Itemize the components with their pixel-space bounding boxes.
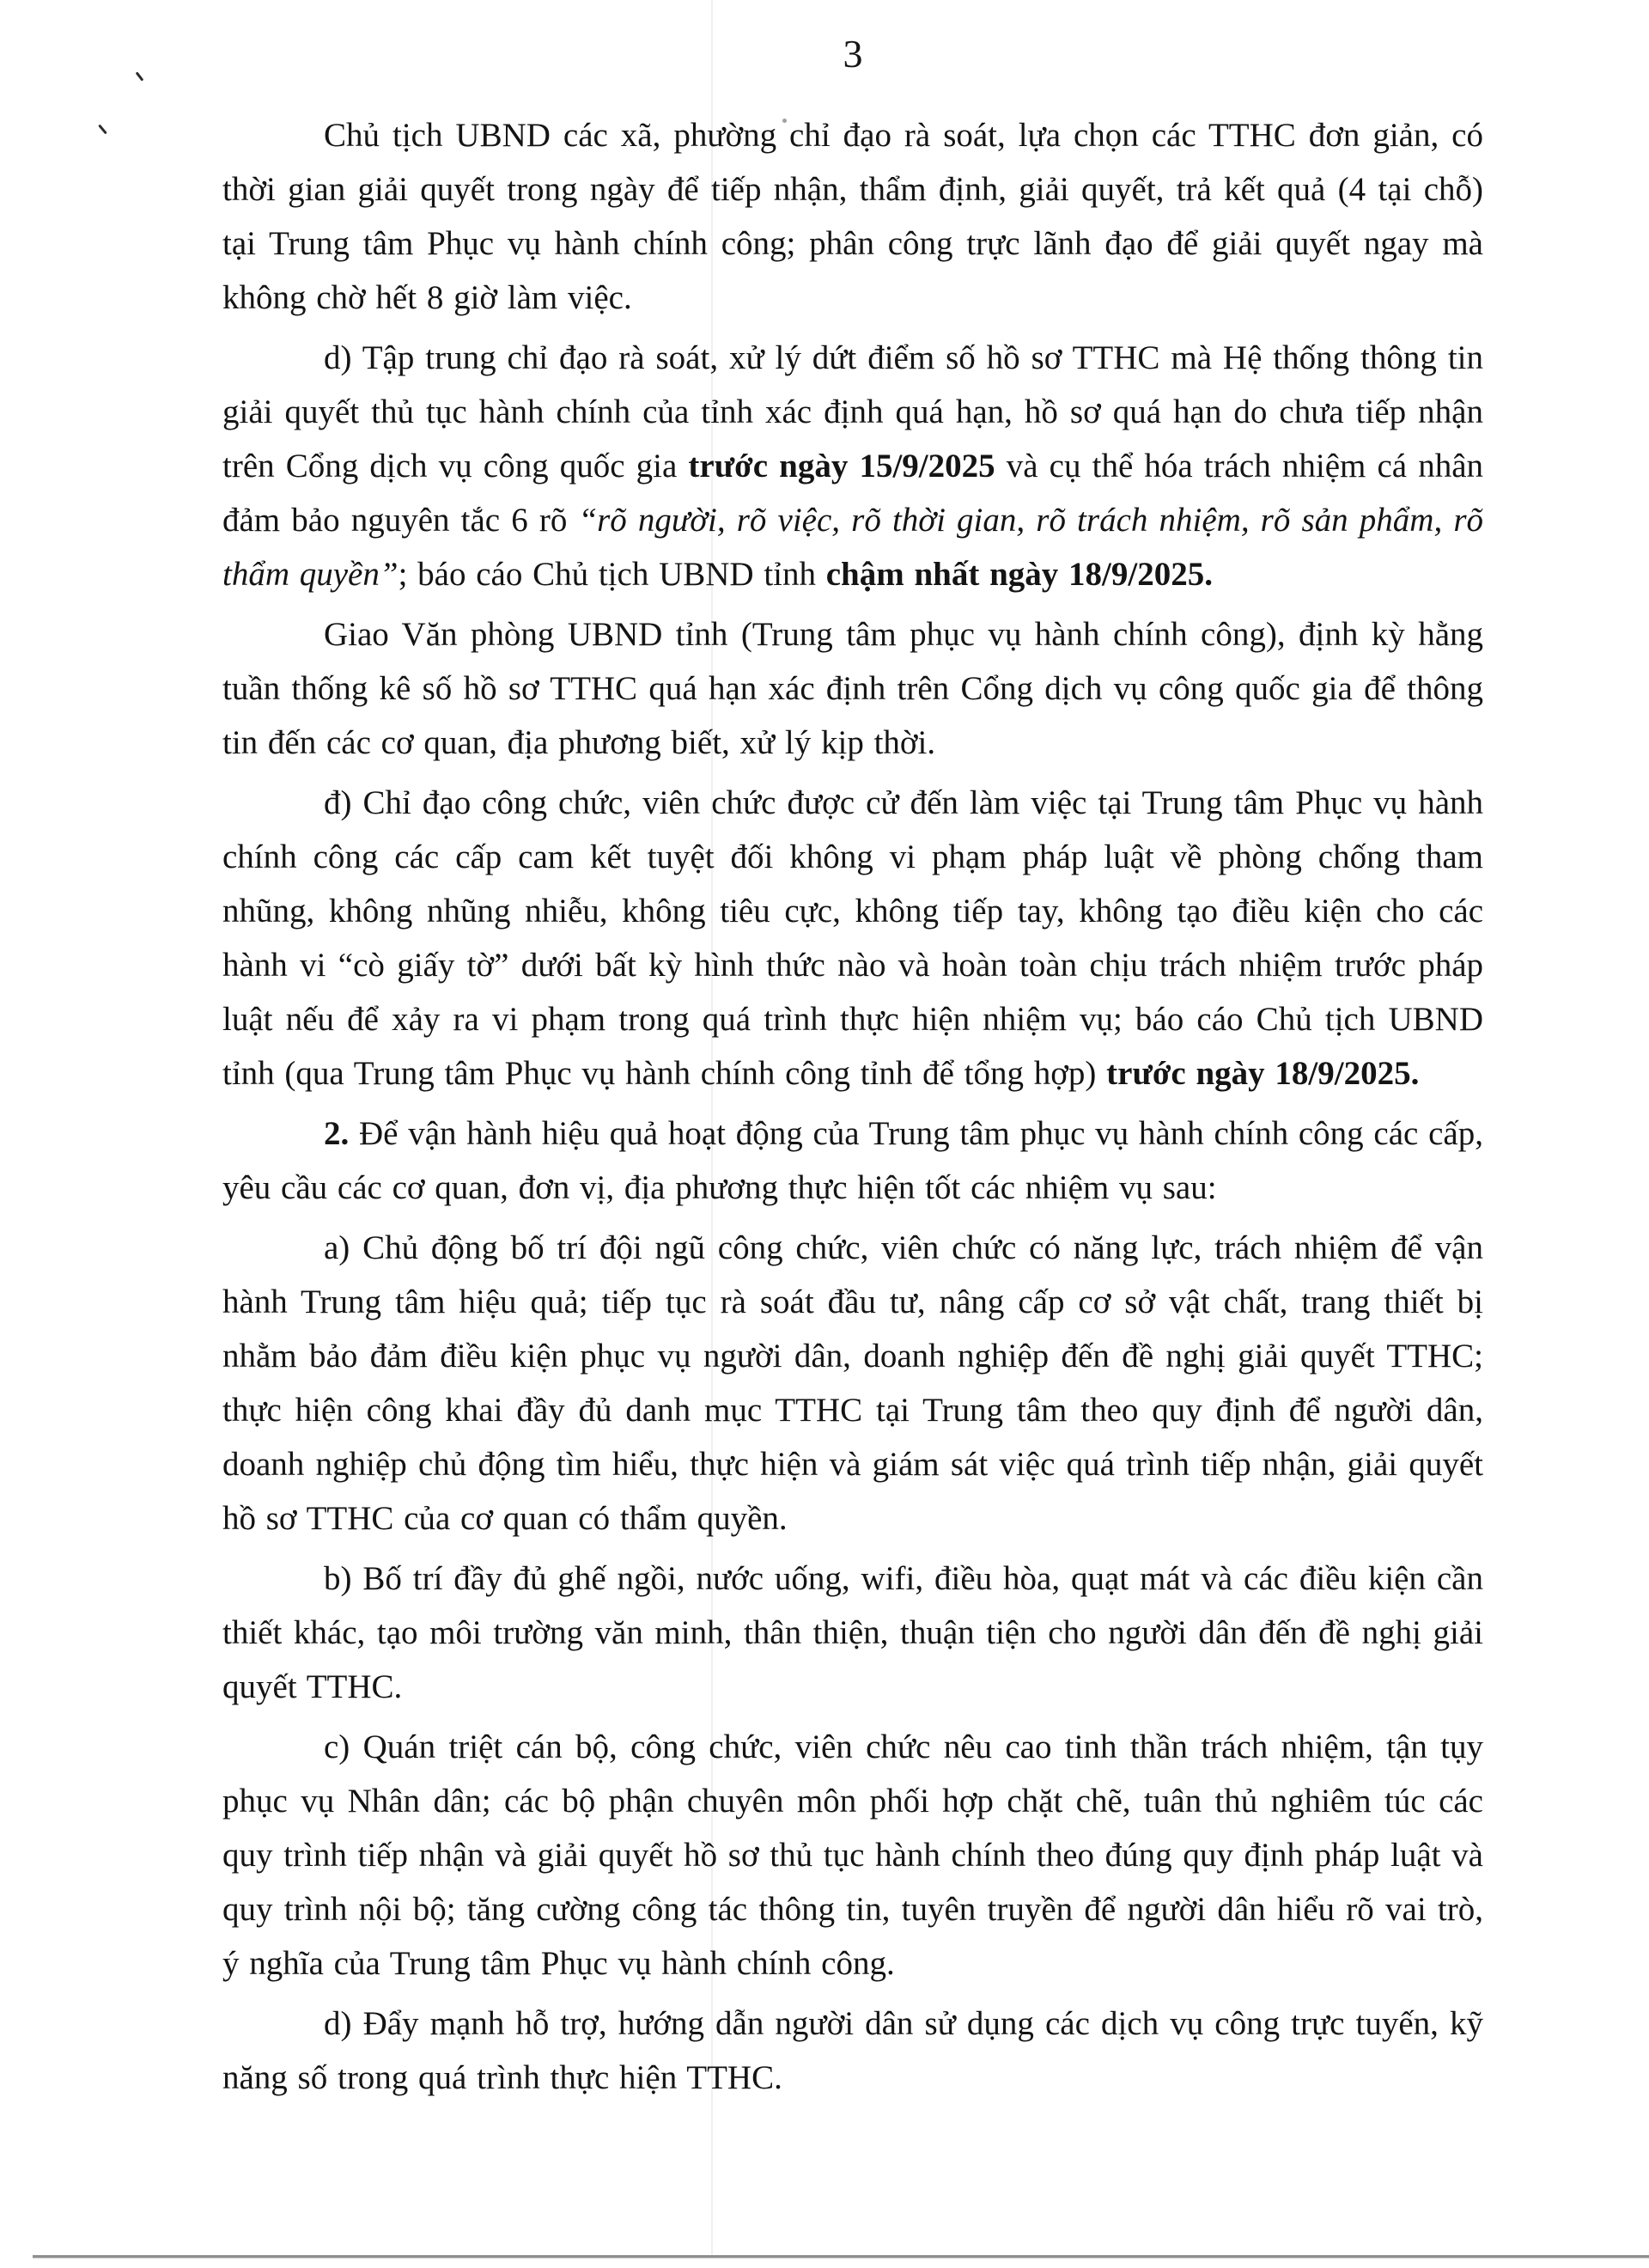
paragraph xyxy=(222,331,1483,601)
text-run: trước ngày 15/9/2025 xyxy=(688,448,995,485)
text-run: và cụ thể hóa trách nhiệm cá nhân đảm bảo nguyên tắc 6 rõ xyxy=(222,448,1484,539)
paragraph xyxy=(222,607,1483,770)
text-run: a) Chủ động bố trí đội ngũ công chức, viên chức có năng lực, trách nhiệm để vận hành Trung tâm hiệu quả; tiếp tục rà soát đầu tư, nâng cấp cơ sở vật chất, trang thiết bị nhằm bảo đảm điều kiện phục vụ người dân, doanh nghiệp đến đề nghị giải quyết TTHC; thực hiện công khai đầy đủ danh mục TTHC tại Trung tâm theo quy định để người dân, doanh nghiệp chủ động tìm hiểu, thực hiện và giám sát việc quá trình tiếp nhận, giải quyết hồ sơ TTHC của cơ quan có thẩm quyền. xyxy=(222,1229,1483,1537)
paragraph xyxy=(222,776,1483,1100)
text-run: đ) Chỉ đạo công chức, viên chức được cử đến làm việc tại Trung tâm Phục vụ hành chính công các cấp cam kết tuyệt đối không vi phạm pháp luật về phòng chống tham nhũng, không nhũng nhiễu, không tiêu cực, không tiếp tay, không tạo điều kiện cho các hành vi “cò giấy tờ” dưới bất kỳ hình thức nào và hoàn toàn chịu trách nhiệm trước pháp luật nếu để xảy ra vi phạm trong quá trình thực hiện nhiệm vụ; báo cáo Chủ tịch UBND tỉnh (qua Trung tâm Phục vụ hành chính công tỉnh để tổng hợp) xyxy=(222,784,1483,1092)
page-number: 3 xyxy=(843,32,863,76)
scan-bottom-edge-line xyxy=(33,2255,1649,2258)
text-run: 2. xyxy=(324,1115,350,1152)
text-run: d) Đẩy mạnh hỗ trợ, hướng dẫn người dân sử dụng các dịch vụ công trực tuyến, kỹ năng số trong quá trình thực hiện TTHC. xyxy=(222,2005,1483,2096)
text-run: “rõ người, rõ việc, rõ thời gian, rõ trách nhiệm, rõ sản phẩm, rõ thẩm quyền” xyxy=(222,502,1483,593)
scan-speck xyxy=(136,71,144,81)
text-run: ; báo cáo Chủ tịch UBND tỉnh xyxy=(398,556,826,593)
paragraph xyxy=(222,1720,1483,1991)
text-run: b) Bố trí đầy đủ ghế ngồi, nước uống, wifi, điều hòa, quạt mát và các điều kiện cần thiết khác, tạo môi trường văn minh, thân thiện, thuận tiện cho người dân đến đề nghị giải quyết TTHC. xyxy=(222,1560,1483,1705)
text-run: d) Tập trung chỉ đạo rà soát, xử lý dứt điểm số hồ sơ TTHC mà Hệ thống thông tin giải quyết thủ tục hành chính của tỉnh xác định quá hạn, hồ sơ quá hạn do chưa tiếp nhận trên Cổng dịch vụ công quốc gia xyxy=(222,339,1483,485)
text-run: Giao Văn phòng UBND tỉnh (Trung tâm phục vụ hành chính công), định kỳ hằng tuần thống kê số hồ sơ TTHC quá hạn xác định trên Cổng dịch vụ công quốc gia để thông tin đến các cơ quan, địa phương biết, xử lý kịp thời. xyxy=(222,616,1483,761)
paragraph xyxy=(222,1107,1483,1215)
paragraph xyxy=(222,108,1483,325)
text-run: Chủ tịch UBND các xã, phường chỉ đạo rà soát, lựa chọn các TTHC đơn giản, có thời gian giải quyết trong ngày để tiếp nhận, thẩm định, giải quyết, trả kết quả (4 tại chỗ) tại Trung tâm Phục vụ hành chính công; phân công trực lãnh đạo để giải quyết ngay mà không chờ hết 8 giờ làm việc. xyxy=(222,117,1483,316)
text-run: trước ngày 18/9/2025. xyxy=(1106,1055,1420,1092)
scan-speck xyxy=(98,125,107,135)
text-run: Để vận hành hiệu quả hoạt động của Trung tâm phục vụ hành chính công các cấp, yêu cầu các cơ quan, đơn vị, địa phương thực hiện tốt các nhiệm vụ sau: xyxy=(222,1115,1483,1206)
document-body xyxy=(222,108,1483,2111)
paragraph xyxy=(222,1221,1483,1546)
paragraph xyxy=(222,1552,1483,1714)
paragraph xyxy=(222,1997,1483,2105)
text-run: chậm nhất ngày 18/9/2025. xyxy=(825,556,1213,593)
text-run: c) Quán triệt cán bộ, công chức, viên chức nêu cao tinh thần trách nhiệm, tận tụy phục vụ Nhân dân; các bộ phận chuyên môn phối hợp chặt chẽ, tuân thủ nghiêm túc các quy trình tiếp nhận và giải quyết hồ sơ thủ tục hành chính theo đúng quy định pháp luật và quy trình nội bộ; tăng cường công tác thông tin, tuyên truyền để người dân hiểu rõ vai trò, ý nghĩa của Trung tâm Phục vụ hành chính công. xyxy=(222,1728,1483,1982)
